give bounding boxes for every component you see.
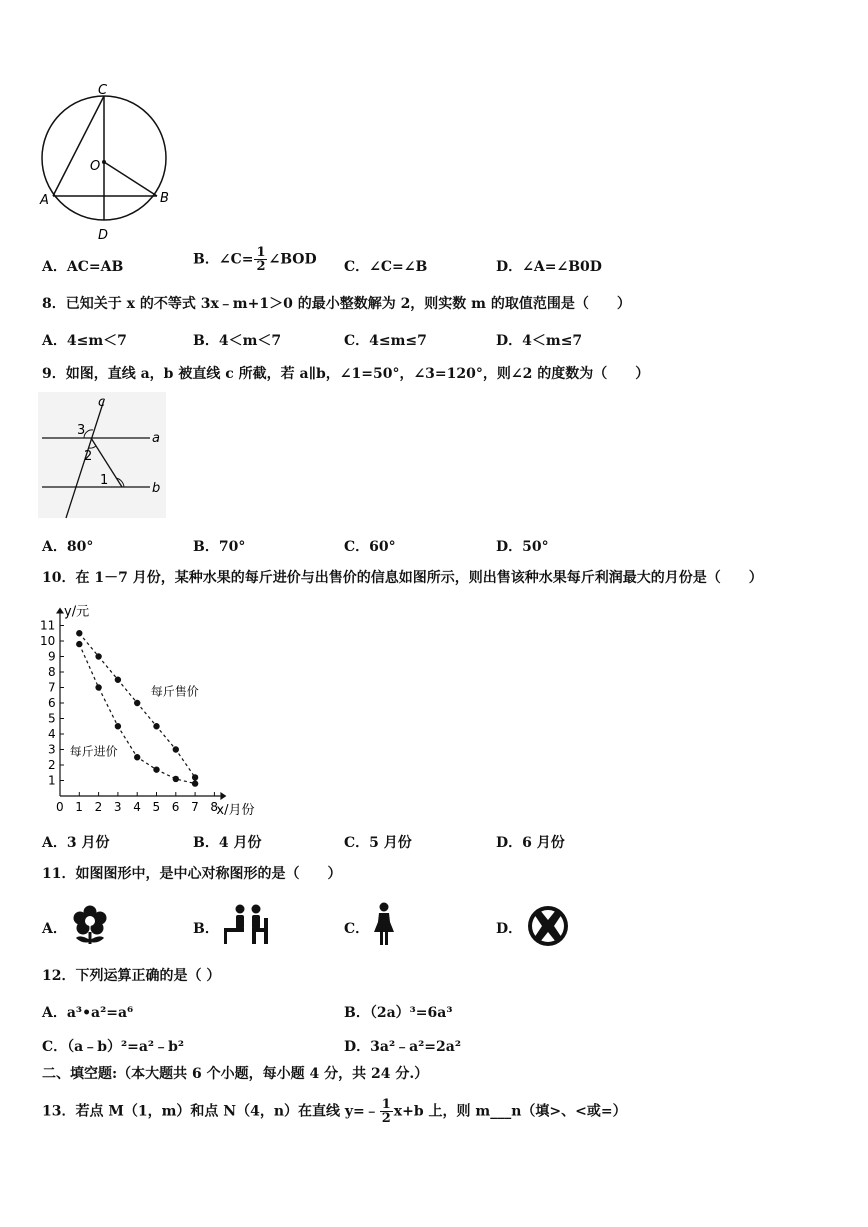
q7-option-c: C．∠C=∠B bbox=[344, 259, 428, 275]
y-tick-label: 10 bbox=[40, 634, 56, 648]
data-point bbox=[76, 630, 82, 636]
series-label: 每斤进价 bbox=[69, 744, 118, 759]
q10-option-a: A．3 月份 bbox=[42, 835, 110, 851]
q10-stem: 10．在 1－7 月份，某种水果的每斤进价与出售价的信息如图所示，则出售该种水果每斤利润最大的月份是（ ） bbox=[42, 570, 763, 586]
q12-option-a: A．a³•a²=a⁶ bbox=[42, 1005, 134, 1021]
y-axis-arrow bbox=[56, 608, 64, 614]
q9-option-a: A．80° bbox=[42, 539, 94, 555]
fraction bbox=[380, 1098, 393, 1125]
x-tick-label: 1 bbox=[75, 800, 83, 814]
q12-stem: 12．下列运算正确的是（ ） bbox=[42, 968, 221, 984]
q8-option-c: C．4≤m≤7 bbox=[344, 333, 427, 349]
data-point bbox=[95, 684, 101, 690]
q9-option-d: D．50° bbox=[496, 539, 549, 555]
series-line bbox=[79, 644, 195, 784]
q9-option-b: B．70° bbox=[193, 539, 246, 555]
x-tick-label: 5 bbox=[152, 800, 161, 814]
y-tick-label: 3 bbox=[48, 742, 56, 757]
circle-cross-icon bbox=[526, 904, 570, 948]
q11-option-a-label: A． bbox=[42, 921, 67, 937]
data-point bbox=[173, 776, 179, 782]
q7-option-d: D．∠A=∠B0D bbox=[496, 259, 602, 275]
x-tick-label: 4 bbox=[133, 800, 141, 814]
x-tick-label: 6 bbox=[171, 800, 180, 814]
section-heading: 二、填空题:（本大题共 6 个小题，每小题 4 分，共 24 分.） bbox=[42, 1066, 429, 1082]
q11-stem: 11．如图图形中，是中心对称图形的是（ ） bbox=[42, 866, 342, 882]
q8-option-b: B．4＜m＜7 bbox=[193, 333, 282, 349]
q11-option-c-label: C． bbox=[344, 921, 370, 937]
q12-option-c: C．（a﹣b）²=a²﹣b² bbox=[42, 1039, 184, 1055]
data-point bbox=[95, 653, 101, 659]
q13-stem bbox=[42, 1098, 627, 1125]
label-c: C bbox=[98, 83, 108, 98]
fraction-den: 2 bbox=[381, 1111, 391, 1126]
radius-ob bbox=[104, 162, 157, 196]
woman-icon bbox=[372, 902, 396, 946]
fraction-den: 2 bbox=[256, 259, 266, 274]
label-c: c bbox=[98, 395, 106, 410]
q11-option-d-label: D． bbox=[496, 921, 523, 937]
x-tick-label: 8 bbox=[210, 800, 219, 814]
q10-option-b: B．4 月份 bbox=[193, 835, 262, 851]
x-tick-label: 2 bbox=[94, 800, 103, 814]
y-tick-label: 7 bbox=[48, 680, 56, 695]
q7-option-b-prefix: B．∠C= bbox=[193, 251, 254, 268]
q10-option-c: C．5 月份 bbox=[344, 835, 412, 851]
y-tick-label: 5 bbox=[48, 711, 56, 726]
label-b: b bbox=[152, 481, 161, 496]
data-point bbox=[192, 780, 198, 786]
y-tick-label: 4 bbox=[48, 727, 56, 741]
x-axis-label: x/月份 bbox=[216, 803, 255, 818]
data-point bbox=[115, 677, 121, 683]
y-tick-label: 8 bbox=[48, 665, 56, 679]
x-tick-label: 3 bbox=[113, 800, 122, 814]
label-1: 1 bbox=[100, 473, 109, 488]
data-point bbox=[115, 723, 121, 729]
label-d: D bbox=[98, 228, 109, 243]
q8-option-a: A．4≤m＜7 bbox=[42, 333, 127, 349]
y-tick-label: 11 bbox=[40, 618, 56, 633]
data-point bbox=[76, 641, 82, 647]
x-tick-label: 0 bbox=[56, 800, 64, 814]
q13-prefix: 13．若点 M（1，m）和点 N（4，n）在直线 y=﹣ bbox=[42, 1103, 379, 1120]
label-a: a bbox=[152, 431, 160, 446]
q7-option-a: A．AC=AB bbox=[42, 259, 124, 275]
series-label: 每斤售价 bbox=[150, 684, 199, 699]
data-point bbox=[173, 746, 179, 752]
x-axis-arrow bbox=[220, 792, 226, 800]
q9-parallel-lines-figure bbox=[38, 392, 168, 520]
flower-icon bbox=[70, 904, 110, 946]
fraction-num: 1 bbox=[256, 245, 266, 260]
q10-price-chart bbox=[34, 596, 274, 821]
data-point bbox=[153, 766, 159, 772]
fraction-num: 1 bbox=[381, 1097, 391, 1112]
q11-option-b-label: B． bbox=[193, 921, 219, 937]
x-tick-label: 7 bbox=[191, 800, 199, 814]
y-tick-label: 6 bbox=[48, 696, 56, 710]
fraction bbox=[254, 246, 267, 273]
chord-ac bbox=[53, 96, 104, 196]
label-3: 3 bbox=[77, 423, 86, 438]
y-tick-label: 2 bbox=[48, 758, 56, 772]
label-a: A bbox=[40, 193, 49, 208]
q12-option-d: D．3a²﹣a²=2a² bbox=[344, 1039, 461, 1055]
y-axis-label: y/元 bbox=[64, 604, 90, 620]
q10-option-d: D．6 月份 bbox=[496, 835, 565, 851]
q9-option-c: C．60° bbox=[344, 539, 396, 555]
data-point bbox=[153, 723, 159, 729]
bench-people-icon bbox=[220, 904, 276, 946]
y-tick-label: 1 bbox=[48, 773, 56, 788]
q7-circle-figure bbox=[36, 80, 186, 245]
q8-stem: 8．已知关于 x 的不等式 3x﹣m+1＞0 的最小整数解为 2，则实数 m 的取值范围是（ ） bbox=[42, 296, 631, 312]
q8-option-d: D．4＜m≤7 bbox=[496, 333, 583, 349]
q12-option-b: B．（2a）³=6a³ bbox=[344, 1005, 453, 1021]
data-point bbox=[134, 754, 140, 760]
q9-stem: 9．如图，直线 a，b 被直线 c 所截，若 a∥b，∠1=50°，∠3=120°，则∠2 的度数为（ ） bbox=[42, 366, 650, 382]
q13-suffix: x+b 上，则 m___n（填>、<或=） bbox=[393, 1103, 627, 1120]
label-b: B bbox=[160, 191, 169, 206]
q7-option-b-suffix: ∠BOD bbox=[268, 251, 317, 268]
y-tick-label: 9 bbox=[48, 649, 56, 664]
data-point bbox=[134, 700, 140, 706]
data-point bbox=[192, 774, 198, 780]
q7-option-b bbox=[193, 246, 317, 273]
label-2: 2 bbox=[84, 449, 93, 464]
center-point bbox=[102, 160, 106, 164]
label-o: O bbox=[90, 159, 101, 174]
